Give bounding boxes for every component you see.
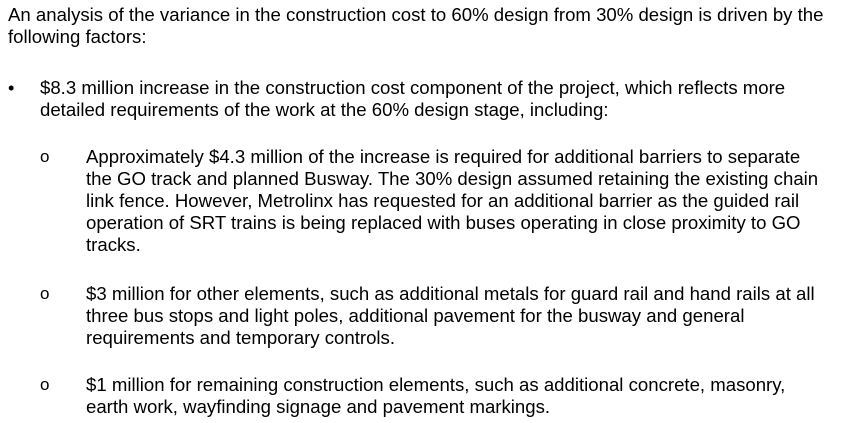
sub-item-text: $1 million for remaining construction elements, such as additional concrete, masonry, earth work, wayfinding signage and pavement markings. bbox=[86, 374, 786, 417]
sub-item-text: $3 million for other elements, such as additional metals for guard rail and hand rails at all three bus stops and light poles, additional pavement for the busway and general requirements and temporary controls. bbox=[86, 283, 815, 348]
sub-bullet-circle-icon: o bbox=[40, 147, 50, 166]
intro-paragraph: An analysis of the variance in the construction cost to 60% design from 30% design is driven by the following factors: bbox=[8, 4, 824, 47]
bullet-text: $8.3 million increase in the construction cost component of the project, which reflects more detailed requirements of the work at the 60% design stage, including: bbox=[40, 77, 786, 120]
sub-bullet-circle-icon: o bbox=[40, 284, 50, 303]
sub-bullet-circle-icon: o bbox=[40, 375, 50, 394]
sub-item-text: Approximately $4.3 million of the increase is required for additional barriers to separate the GO track and planned Busway. The 30% design assumed retaining the existing chain link fence. However, Metrolinx has requested for an additional barrier as the guided rail operation of SRT trains is being replaced with buses operating in close proximity to GO tracks. bbox=[86, 146, 819, 255]
bullet-dot-icon: • bbox=[8, 78, 15, 98]
